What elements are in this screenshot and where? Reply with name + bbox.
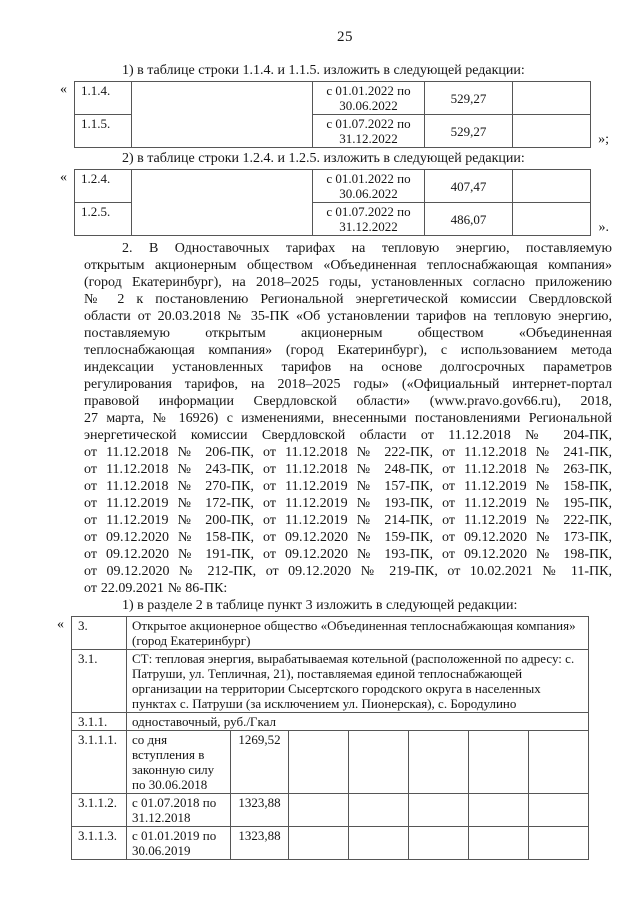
row-number-cell: 1.1.5.	[75, 115, 132, 148]
period-cell: с 01.07.2022 по 31.12.2022	[313, 203, 425, 236]
tariff-value-cell: 486,07	[425, 203, 513, 236]
tariff-type-row	[72, 713, 589, 731]
period-cell: со дня вступления в законную силу по 30.06.2018	[127, 731, 231, 794]
page-number: 25	[337, 29, 353, 45]
tariff-value-cell: 529,27	[425, 115, 513, 148]
paragraph-line: от 11.12.2019 № 200-ПК, от 11.12.2019 № 214-ПК, от 11.12.2019 № 222-ПК,	[84, 513, 612, 528]
row-number-cell: 1.2.5.	[75, 203, 132, 236]
paragraph-line: индексации установленных тарифов на основе долгосрочных параметров	[84, 360, 612, 375]
paragraph-line: (город Екатеринбург), на 2018–2025 годы, установленных согласно приложению	[84, 275, 612, 290]
close-quote-mark: »;	[598, 132, 609, 147]
close-quote-mark: ».	[598, 220, 609, 235]
amendment-intro-3: 1) в разделе 2 в таблице пункт 3 изложить в следующей редакции:	[122, 598, 518, 613]
paragraph-line: 27 марта, № 16926) с изменениями, внесенными постановлениями Региональной	[84, 411, 612, 426]
system-description-row	[72, 650, 589, 713]
row-number-cell: 3.1.1.	[72, 713, 127, 731]
row-number-cell: 3.1.1.3.	[72, 827, 127, 860]
paragraph-line: от 09.12.2020 № 191-ПК, от 09.12.2020 № 193-ПК, от 09.12.2020 № 198-ПК,	[84, 547, 612, 562]
empty-cell	[469, 827, 529, 860]
empty-cell	[469, 794, 529, 827]
period-cell: с 01.01.2022 по 30.06.2022	[313, 170, 425, 203]
tariff-period-row	[72, 794, 589, 827]
paragraph-line: области от 20.03.2018 № 35-ПК «Об установлении тарифов на тепловую энергию,	[84, 309, 612, 324]
tariff-table-point3	[71, 616, 589, 860]
row-number-cell: 3.	[72, 617, 127, 650]
paragraph-line: от 22.09.2021 № 86-ПК:	[84, 581, 228, 596]
organization-row	[72, 617, 589, 650]
open-quote-mark: «	[57, 617, 64, 632]
empty-cell	[349, 731, 409, 794]
tariff-value-cell: 1323,88	[231, 794, 289, 827]
empty-cell	[289, 827, 349, 860]
paragraph-line: теплоснабжающая компания» (город Екатеринбург), с использованием метода	[84, 343, 612, 358]
tariff-table-rows-124-125	[74, 169, 591, 236]
amendment-intro-1: 1) в таблице строки 1.1.4. и 1.1.5. изложить в следующей редакции:	[122, 63, 525, 78]
open-quote-mark: «	[60, 82, 67, 97]
amendment-paragraph-2	[84, 240, 612, 597]
tariff-table-1-wrapper	[60, 81, 609, 148]
row-number-cell: 3.1.1.2.	[72, 794, 127, 827]
period-cell: с 01.01.2019 по 30.06.2019	[127, 827, 231, 860]
paragraph-line: энергетической комиссии Свердловской области от 11.12.2018 № 204-ПК,	[84, 428, 612, 443]
open-quote-mark: «	[60, 170, 67, 185]
paragraph-line: от 11.12.2018 № 243-ПК, от 11.12.2018 № 248-ПК, от 11.12.2018 № 263-ПК,	[84, 462, 612, 477]
empty-cell	[513, 115, 591, 148]
tariff-table-rows-114-115	[74, 81, 591, 148]
empty-cell	[409, 731, 469, 794]
empty-cell	[409, 827, 469, 860]
table-row	[75, 170, 591, 203]
paragraph-line: от 11.12.2019 № 172-ПК, от 11.12.2019 № 193-ПК, от 11.12.2019 № 195-ПК,	[84, 496, 612, 511]
period-cell: с 01.07.2018 по 31.12.2018	[127, 794, 231, 827]
paragraph-line: поставляемую открытым акционерным обществом «Объединенная	[84, 326, 612, 341]
empty-cell	[529, 827, 589, 860]
row-number-cell: 3.1.	[72, 650, 127, 713]
paragraph-line: правовой информации Свердловской области» (www.pravo.gov66.ru), 2018,	[84, 394, 612, 409]
table-row	[75, 82, 591, 115]
empty-cell	[529, 731, 589, 794]
tariff-value-cell: 407,47	[425, 170, 513, 203]
empty-cell	[513, 82, 591, 115]
paragraph-line: № 2 к постановлению Региональной энергетической комиссии Свердловской	[84, 292, 612, 307]
tariff-type-cell: одноставочный, руб./Гкал	[127, 713, 589, 731]
row-number-cell: 3.1.1.1.	[72, 731, 127, 794]
paragraph-line: 2. В Одноставочных тарифах на тепловую энергию, поставляемую	[122, 241, 612, 256]
empty-cell	[513, 203, 591, 236]
tariff-table-2-wrapper	[60, 169, 609, 236]
tariff-value-cell: 1269,52	[231, 731, 289, 794]
empty-cell	[513, 170, 591, 203]
row-number-cell: 1.2.4.	[75, 170, 132, 203]
empty-cell	[289, 731, 349, 794]
empty-cell	[529, 794, 589, 827]
paragraph-line: открытым акционерным обществом «Объединенная теплоснабжающая компания»	[84, 258, 612, 273]
empty-cell	[349, 827, 409, 860]
tariff-table-point3-wrapper	[57, 616, 588, 860]
empty-cell	[409, 794, 469, 827]
paragraph-line: от 09.12.2020 № 212-ПК, от 09.12.2020 № 219-ПК, от 10.02.2021 № 11-ПК,	[84, 564, 612, 579]
empty-cell	[289, 794, 349, 827]
amendment-intro-2: 2) в таблице строки 1.2.4. и 1.2.5. изложить в следующей редакции:	[122, 151, 525, 166]
empty-cell	[349, 794, 409, 827]
tariff-period-row	[72, 731, 589, 794]
paragraph-line: от 11.12.2018 № 206-ПК, от 11.12.2018 № 222-ПК, от 11.12.2018 № 241-ПК,	[84, 445, 612, 460]
paragraph-line: регулирования тарифов, на 2018–2025 годы» («Официальный интернет-портал	[84, 377, 612, 392]
empty-name-cell	[132, 82, 313, 148]
period-cell: с 01.01.2022 по 30.06.2022	[313, 82, 425, 115]
period-cell: с 01.07.2022 по 31.12.2022	[313, 115, 425, 148]
tariff-period-row	[72, 827, 589, 860]
paragraph-line: от 11.12.2018 № 270-ПК, от 11.12.2019 № 157-ПК, от 11.12.2019 № 158-ПК,	[84, 479, 612, 494]
tariff-value-cell: 529,27	[425, 82, 513, 115]
row-number-cell: 1.1.4.	[75, 82, 132, 115]
organization-name-cell: Открытое акционерное общество «Объединенная теплоснабжающая компания» (город Екатеринбург)	[127, 617, 589, 650]
tariff-value-cell: 1323,88	[231, 827, 289, 860]
paragraph-line: от 09.12.2020 № 158-ПК, от 09.12.2020 № 159-ПК, от 09.12.2020 № 173-ПК,	[84, 530, 612, 545]
empty-cell	[469, 731, 529, 794]
empty-name-cell	[132, 170, 313, 236]
heat-system-description-cell: СТ: тепловая энергия, вырабатываемая котельной (расположенной по адресу: с. Патруши, ул. Тепличная, 21), поставляемая единой теплоснабжающей организации на территории Сысертского городского округа в населенных пунктах с. Патруши (за исключением ул. Пионерская), с. Бородулино	[127, 650, 589, 713]
